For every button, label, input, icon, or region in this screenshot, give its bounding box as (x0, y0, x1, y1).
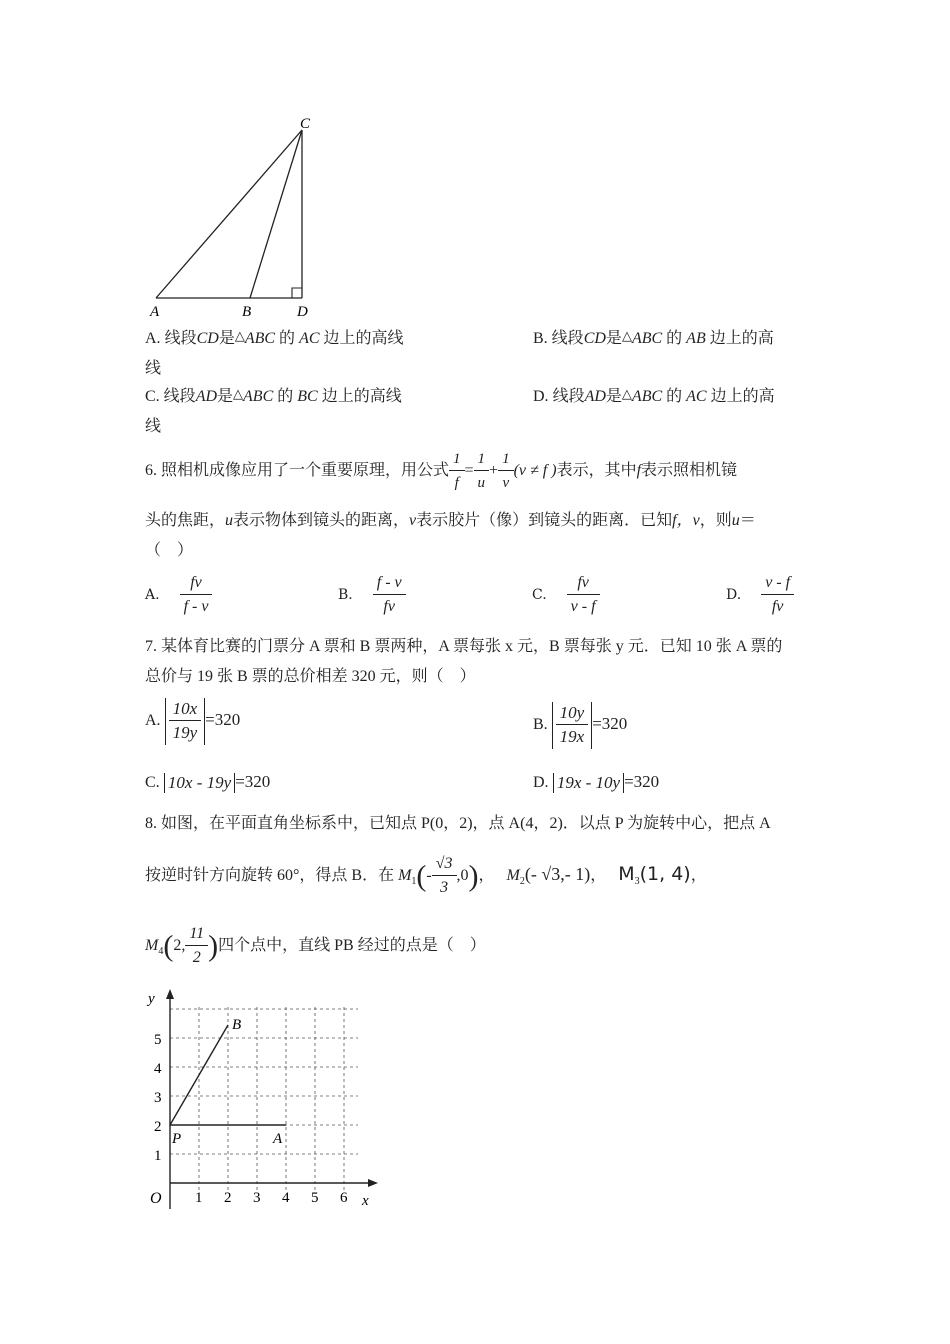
label-b: B (242, 304, 252, 320)
x-axis-arrow-icon (368, 1179, 378, 1187)
x-tick-label: 4 (282, 1190, 290, 1206)
grid-figure (140, 985, 390, 1215)
q7-option-d: D. 19x - 10y =320 (533, 772, 660, 793)
segment-ac (156, 130, 302, 298)
triangle-figure (140, 112, 330, 322)
q8-line-2: 按逆时针方向旋转 60°，得点 B．在 $M_1(-$ $\frac{√3}{3}$ ,0)， $M_2(-$ √3,- 1)， $M_3(1$, 4)， (145, 848, 707, 908)
y-tick-label: 1 (154, 1148, 162, 1164)
q5-option-b: B. 线段CD是△ABC 的 AB 边上的高 (533, 328, 774, 347)
right-angle-mark (292, 288, 302, 298)
x-tick-label: 3 (253, 1190, 261, 1206)
q5-option-d: D. 线段AD是△ABC 的 AC 边上的高 (533, 386, 775, 405)
q6-line-2: 头的焦距，u表示物体到镜头的距离，v表示胶片（像）到镜头的距离．已知f，v，则u＝ (145, 512, 756, 529)
q6-option-a: A. $\frac{fv}{f - v}$ (145, 572, 212, 619)
q6-blank: （ ） (145, 542, 194, 559)
y-tick-label: 5 (154, 1032, 162, 1048)
y-tick-label: 3 (154, 1090, 162, 1106)
segment-bc (250, 130, 302, 298)
q6-option-d: D. $\frac{v - f}{fv}$ (726, 572, 794, 619)
grid-lines (170, 1007, 358, 1193)
label-a: A (150, 304, 160, 320)
formula-1-over-u: $\frac{1}{u}$ (474, 448, 490, 495)
label-c: C (300, 116, 311, 132)
formula-1-over-v: $\frac{1}{v}$ (498, 448, 514, 495)
q8-line-1: 8. 如图，在平面直角坐标系中，已知点 P(0，2)，点 A(4，2)．以点 P 为旋转中心，把点 A (145, 815, 771, 832)
q5-option-c: C. 线段AD是△ABC 的 BC 边上的高线 (145, 386, 402, 405)
x-tick-label: 1 (195, 1190, 203, 1206)
q7-line-2: 总价与 19 张 B 票的总价相差 320 元，则（ ） (145, 668, 476, 685)
q7-option-c: C. 10x - 19y =320 (145, 772, 271, 793)
q7-line-1: 7. 某体育比赛的门票分 A 票和 B 票两种，A 票每张 x 元，B 票每张 y 元．已知 10 张 A 票的 (145, 638, 783, 655)
q6-line-1: 6. 照相机成像应用了一个重要原理，用公式 $\frac{1}{f}$ = $\frac{1}{u}$ + $\frac{1}{v}$ (v ≠ f )表示，其中f表示照相机镜 (145, 448, 737, 495)
point-b-label: B (232, 1017, 242, 1033)
x-tick-label: 6 (340, 1190, 348, 1206)
q5-wrap-line-1: 线 (145, 360, 162, 377)
y-tick-label: 2 (154, 1119, 162, 1135)
q5-wrap-line-2: 线 (145, 418, 162, 435)
x-tick-label: 5 (311, 1190, 319, 1206)
y-axis-arrow-icon (166, 989, 174, 999)
label-d: D (297, 304, 308, 320)
y-label: y (148, 991, 155, 1007)
x-tick-labels (195, 1190, 348, 1206)
point-a-label: A (273, 1131, 283, 1147)
origin-label: O (150, 1190, 162, 1207)
q7-option-a: A. $\frac{10x}{19y}$ =320 (145, 698, 240, 745)
y-tick-labels (154, 1032, 162, 1164)
formula-1-over-f: $\frac{1}{f}$ (449, 448, 465, 495)
point-p-label: P (172, 1131, 182, 1147)
q8-line-3: $M_4(2$, $\frac{11}{2}$ )四个点中，直线 PB 经过的点是（ ） (145, 920, 486, 978)
q6-option-b: B. $\frac{f - v}{fv}$ (338, 572, 406, 619)
q6-option-c: C. $\frac{fv}{v - f}$ (532, 572, 600, 619)
q5-option-a: A. 线段CD是△ABC 的 AC 边上的高线 (145, 328, 404, 347)
y-tick-label: 4 (154, 1061, 162, 1077)
x-tick-label: 2 (224, 1190, 232, 1206)
q7-option-b: B. $\frac{10y}{19x}$ =320 (533, 702, 627, 749)
x-label: x (362, 1193, 369, 1209)
